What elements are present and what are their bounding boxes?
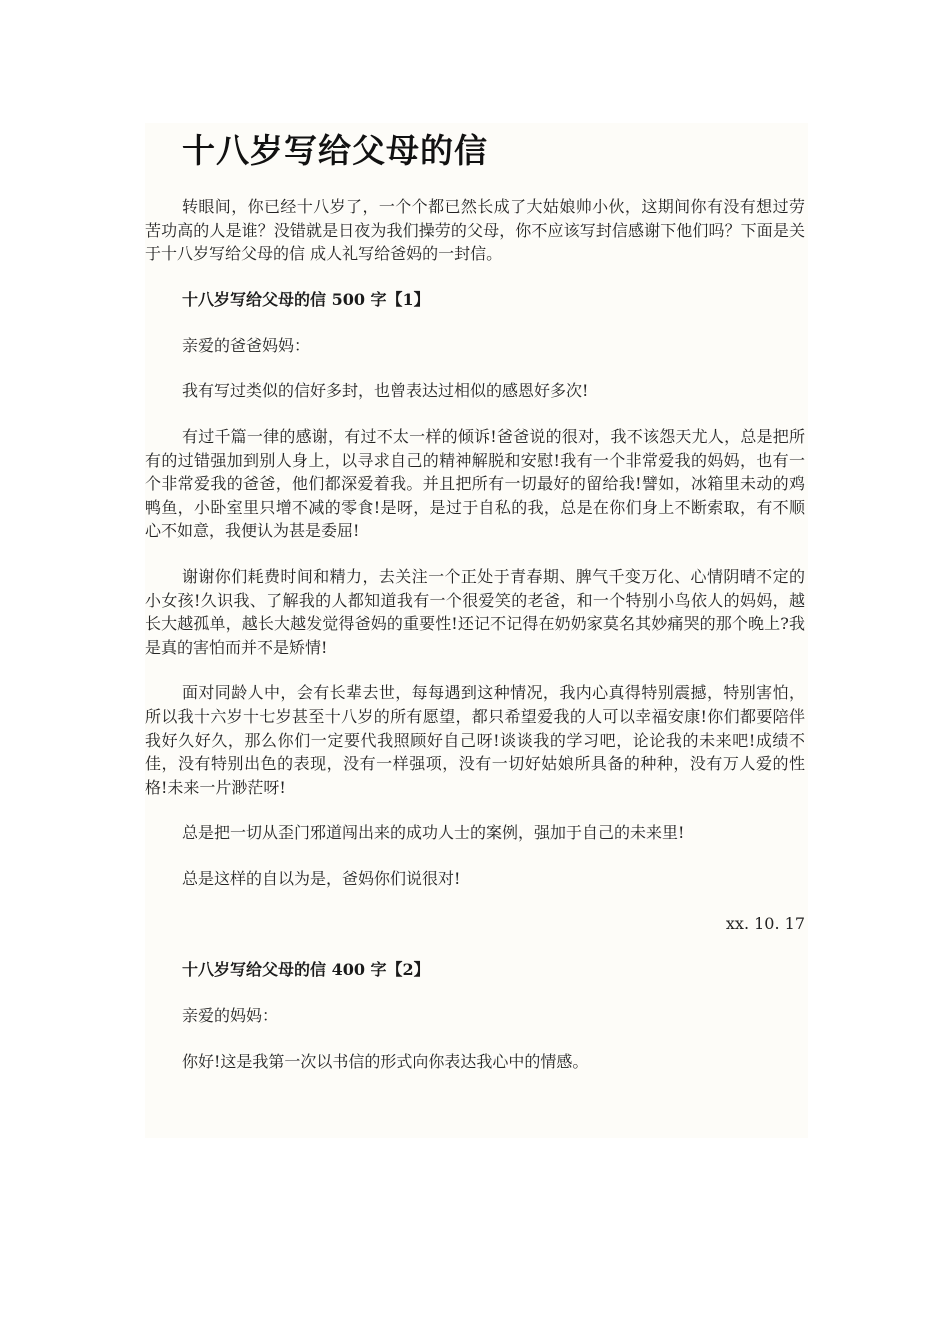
section-1-date: xx. 10. 17 [725, 914, 805, 934]
section-1-greeting: 亲爱的爸爸妈妈： [182, 335, 311, 355]
section-1-paragraph: 谢谢你们耗费时间和精力，去关注一个正处于青春期、脾气千变万化、心情阴晴不定的小女孩!久识我、了解我的人都知道我有一个很爱笑的老爸，和一个特别小鸟依人的妈妈，越长大越孤单，越长大越发觉得爸妈的重要性!还记不记得在奶奶家莫名其妙痛哭的那个晚上?我是真的害怕而并不是矫情! [145, 566, 805, 657]
section-1-paragraph: 总是这样的自以为是，爸妈你们说很对! [182, 868, 461, 888]
document-page [145, 123, 808, 1138]
section-2-greeting: 亲爱的妈妈： [182, 1006, 279, 1026]
section-1-paragraph: 面对同龄人中，会有长辈去世，每每遇到这种情况，我内心真得特别震撼，特别害怕，所以我十六岁十七岁甚至十八岁的所有愿望，都只希望爱我的人可以幸福安康!你们都要陪伴我好久好久，那么你们一定要代我照顾好自己呀!谈谈我的学习吧，论论我的未来吧!成绩不佳，没有特别出色的表现，没有一样强项，没有一切好姑娘所具备的种种，没有万人爱的性格!未来一片渺茫呀! [145, 683, 805, 797]
section-1-paragraph: 有过千篇一律的感谢，有过不太一样的倾诉!爸爸说的很对，我不该怨天尤人，总是把所有的过错强加到别人身上，以寻求自己的精神解脱和安慰!我有一个非常爱我的妈妈，也有一个非常爱我的爸爸，他们都深爱着我。并且把所有一切最好的留给我!譬如，冰箱里未动的鸡鸭鱼，小卧室里只增不减的零食!是呀，是过于自私的我，总是在你们身上不断索取，有不顺心不如意，我便认为甚是委屈! [145, 426, 805, 541]
section-1-paragraph: 我有写过类似的信好多封，也曾表达过相似的感恩好多次! [182, 381, 589, 401]
document-body [145, 195, 805, 1096]
intro-paragraph: 转眼间，你已经十八岁了，一个个都已然长成了大姑娘帅小伙，这期间你有没有想过劳苦功高的人是谁？没错就是日夜为我们操劳的父母，你不应该写封信感谢下他们吗？下面是关于十八岁写给父母的信 成人礼写给爸妈的一封信。 [145, 197, 805, 264]
section-1-heading: 十八岁写给父母的信 500 字【1】 [182, 289, 430, 309]
section-2-paragraph: 你好!这是我第一次以书信的形式向你表达我心中的情感。 [182, 1052, 589, 1072]
section-2-heading: 十八岁写给父母的信 400 字【2】 [182, 960, 430, 980]
document-title: 十八岁写给父母的信 [182, 131, 488, 170]
section-1-paragraph: 总是把一切从歪门邪道闯出来的成功人士的案例，强加于自己的未来里! [182, 823, 685, 843]
